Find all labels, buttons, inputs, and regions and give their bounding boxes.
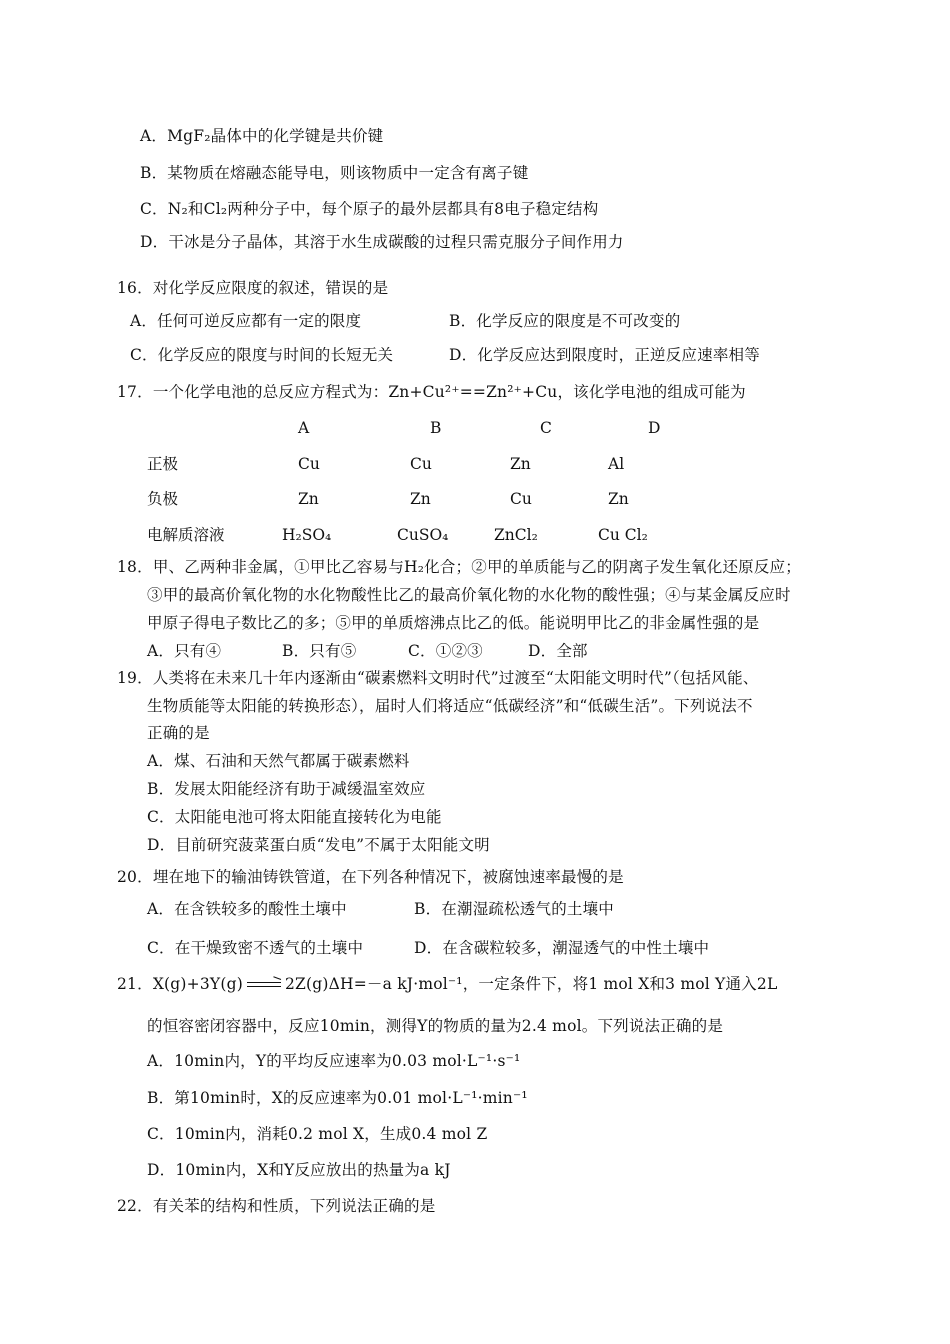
q17-row-label: 负极	[147, 490, 179, 508]
q17-cell: ZnCl₂	[494, 526, 538, 544]
q18-option-c: C．①②③	[408, 642, 483, 660]
q19-option-a: A．煤、石油和天然气都属于碳素燃料	[147, 752, 410, 770]
q17-cell: Cu	[298, 455, 320, 473]
q19-option-c: C．太阳能电池可将太阳能直接转化为电能	[147, 808, 442, 826]
q17-col-header: D	[648, 419, 661, 437]
q17-col-header: A	[298, 419, 310, 437]
q16-stem: 16．对化学反应限度的叙述，错误的是	[117, 279, 389, 297]
q15-option-d: D．干冰是分子晶体，其溶于水生成碳酸的过程只需克服分子间作用力	[140, 233, 624, 251]
q18-line-3: 甲原子得电子数比乙的多；⑤甲的单质熔沸点比乙的低。能说明甲比乙的非金属性强的是	[147, 614, 760, 632]
q17-col-header: B	[430, 419, 442, 437]
q19-line-3: 正确的是	[147, 724, 210, 742]
q17-row-label: 正极	[147, 455, 179, 473]
q17-col-header: C	[540, 419, 552, 437]
q17-cell: Zn	[410, 490, 431, 508]
q15-option-b: B．某物质在熔融态能导电，则该物质中一定含有离子键	[140, 164, 529, 182]
q16-option-c: C．化学反应的限度与时间的长短无关	[130, 346, 394, 364]
q15-option-c: C．N₂和Cl₂两种分子中，每个原子的最外层都具有8电子稳定结构	[140, 200, 599, 218]
q17-cell: Cu	[510, 490, 532, 508]
equilibrium-arrow-icon	[247, 981, 281, 989]
q21-stem-left: 21．X(g)+3Y(g)	[117, 975, 243, 993]
q20-option-a: A．在含铁较多的酸性土壤中	[147, 900, 347, 918]
q19-line-2: 生物质能等太阳能的转换形态），届时人们将适应“低碳经济”和“低碳生活”。下列说法不	[147, 697, 753, 715]
q21-option-c: C．10min内，消耗0.2 mol X，生成0.4 mol Z	[147, 1125, 488, 1143]
q21-stem	[117, 974, 777, 994]
q21-stem-right: 2Z(g)ΔH=－a kJ·mol⁻¹，一定条件下，将1 mol X和3 mol Y通入2L	[284, 975, 778, 993]
q20-option-c: C．在干燥致密不透气的土壤中	[147, 939, 364, 957]
q19-option-d: D．目前研究菠菜蛋白质“发电”不属于太阳能文明	[147, 836, 490, 854]
q17-row-label: 电解质溶液	[147, 526, 225, 544]
q18-line-1: 18．甲、乙两种非金属，①甲比乙容易与H₂化合；②甲的单质能与乙的阴离子发生氧化还原反应；	[117, 558, 801, 576]
q20-stem: 20．埋在地下的输油铸铁管道，在下列各种情况下，被腐蚀速率最慢的是	[117, 868, 624, 886]
q17-cell: Zn	[298, 490, 319, 508]
q16-option-b: B．化学反应的限度是不可改变的	[449, 312, 681, 330]
q18-line-2: ③甲的最高价氧化物的水化物酸性比乙的最高价氧化物的水化物的酸性强；④与某金属反应时	[147, 586, 791, 604]
q19-option-b: B．发展太阳能经济有助于减缓温室效应	[147, 780, 426, 798]
q15-option-a: A．MgF₂晶体中的化学键是共价键	[140, 127, 384, 145]
q20-option-d: D．在含碳粒较多，潮湿透气的中性土壤中	[414, 939, 710, 957]
q17-cell: Cu Cl₂	[598, 526, 648, 544]
q18-option-a: A．只有④	[147, 642, 222, 660]
q21-option-a: A．10min内，Y的平均反应速率为0.03 mol·L⁻¹·s⁻¹	[147, 1052, 521, 1070]
q21-option-d: D．10min内，X和Y反应放出的热量为a kJ	[147, 1161, 451, 1179]
q21-line-2: 的恒容密闭容器中，反应10min，测得Y的物质的量为2.4 mol。下列说法正确的是	[147, 1017, 724, 1035]
q17-cell: Al	[608, 455, 625, 473]
q19-line-1: 19．人类将在未来几十年内逐渐由“碳素燃料文明时代”过渡至“太阳能文明时代”（包括风能、	[117, 669, 759, 687]
q17-cell: CuSO₄	[397, 526, 449, 544]
q22-stem: 22．有关苯的结构和性质，下列说法正确的是	[117, 1197, 436, 1215]
q17-cell: H₂SO₄	[282, 526, 332, 544]
q17-stem: 17．一个化学电池的总反应方程式为：Zn+Cu²⁺==Zn²⁺+Cu，该化学电池的组成可能为	[117, 383, 746, 401]
q17-cell: Cu	[410, 455, 432, 473]
q16-option-d: D．化学反应达到限度时，正逆反应速率相等	[449, 346, 760, 364]
q21-option-b: B．第10min时，X的反应速率为0.01 mol·L⁻¹·min⁻¹	[147, 1089, 528, 1107]
q17-cell: Zn	[608, 490, 629, 508]
q20-option-b: B．在潮湿疏松透气的土壤中	[414, 900, 614, 918]
q18-option-d: D．全部	[528, 642, 588, 660]
q17-cell: Zn	[510, 455, 531, 473]
q18-option-b: B．只有⑤	[282, 642, 357, 660]
q16-option-a: A．任何可逆反应都有一定的限度	[130, 312, 362, 330]
